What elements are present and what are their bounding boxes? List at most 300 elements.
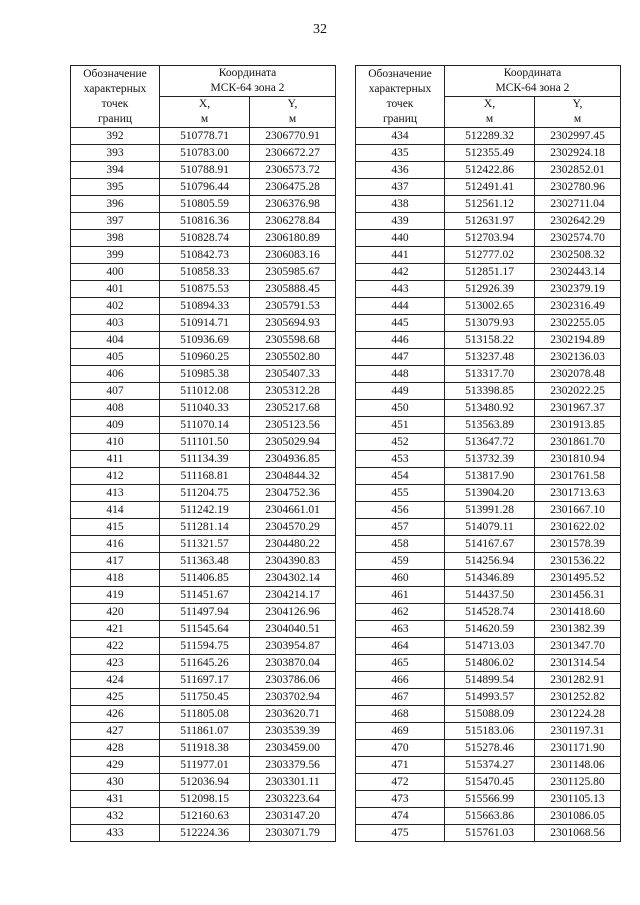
point-designation-header-line: границ <box>97 112 133 125</box>
table-row <box>71 587 336 604</box>
y-coordinate-cell: 2303071.79 <box>250 825 336 842</box>
x-coordinate-cell: 512422.86 <box>445 162 535 179</box>
table-row <box>356 587 621 604</box>
y-coordinate-cell: 2304126.96 <box>250 604 336 621</box>
point-number-cell: 409 <box>71 417 160 434</box>
table-row <box>71 417 336 434</box>
coordinate-system-header-line: МСК-64 зона 2 <box>210 82 285 94</box>
point-designation-header-line: точек <box>386 97 414 110</box>
y-coordinate-cell: 2304844.32 <box>250 468 336 485</box>
x-coordinate-cell: 511406.85 <box>160 570 250 587</box>
table-row <box>356 451 621 468</box>
y-column-header-line: м <box>573 113 582 125</box>
x-coordinate-cell: 514167.67 <box>445 536 535 553</box>
table-row <box>71 774 336 791</box>
y-coordinate-cell: 2301578.39 <box>535 536 621 553</box>
table-row <box>71 145 336 162</box>
y-coordinate-cell: 2306475.28 <box>250 179 336 196</box>
point-number-cell: 440 <box>356 230 445 247</box>
table-row <box>356 553 621 570</box>
point-designation-header-line: границ <box>382 112 418 125</box>
point-number-cell: 468 <box>356 706 445 723</box>
x-coordinate-cell: 510788.91 <box>160 162 250 179</box>
table-row <box>356 604 621 621</box>
x-coordinate-cell: 510816.36 <box>160 213 250 230</box>
y-coordinate-cell: 2305791.53 <box>250 298 336 315</box>
y-coordinate-cell: 2302443.14 <box>535 264 621 281</box>
y-coordinate-cell: 2301418.60 <box>535 604 621 621</box>
x-coordinate-cell: 513480.92 <box>445 400 535 417</box>
y-coordinate-cell: 2301713.63 <box>535 485 621 502</box>
point-number-cell: 406 <box>71 366 160 383</box>
table-row <box>356 400 621 417</box>
point-number-cell: 448 <box>356 366 445 383</box>
x-coordinate-cell: 510828.74 <box>160 230 250 247</box>
coordinate-system-header-line: МСК-64 зона 2 <box>495 82 570 94</box>
table-row <box>356 519 621 536</box>
point-number-cell: 418 <box>71 570 160 587</box>
y-coordinate-cell: 2303786.06 <box>250 672 336 689</box>
point-number-cell: 463 <box>356 621 445 638</box>
point-number-cell: 434 <box>356 128 445 145</box>
point-number-cell: 466 <box>356 672 445 689</box>
y-coordinate-cell: 2302642.29 <box>535 213 621 230</box>
table-row <box>71 315 336 332</box>
table-row <box>71 298 336 315</box>
x-coordinate-cell: 511363.48 <box>160 553 250 570</box>
table-row <box>71 808 336 825</box>
y-coordinate-cell: 2301761.58 <box>535 468 621 485</box>
point-number-cell: 464 <box>356 638 445 655</box>
x-column-header <box>160 97 250 128</box>
y-coordinate-cell: 2306083.16 <box>250 247 336 264</box>
table-row <box>71 638 336 655</box>
y-coordinate-cell: 2302255.05 <box>535 315 621 332</box>
y-coordinate-cell: 2303379.56 <box>250 757 336 774</box>
table-row <box>356 808 621 825</box>
y-coordinate-cell: 2302194.89 <box>535 332 621 349</box>
x-coordinate-cell: 511497.94 <box>160 604 250 621</box>
table-row <box>71 213 336 230</box>
y-coordinate-cell: 2301495.52 <box>535 570 621 587</box>
y-coordinate-cell: 2303459.00 <box>250 740 336 757</box>
x-coordinate-cell: 510796.44 <box>160 179 250 196</box>
table-row <box>356 825 621 842</box>
table-row <box>71 179 336 196</box>
point-number-cell: 458 <box>356 536 445 553</box>
y-coordinate-cell: 2302379.19 <box>535 281 621 298</box>
x-coordinate-cell: 511451.67 <box>160 587 250 604</box>
point-number-cell: 401 <box>71 281 160 298</box>
table-row <box>356 621 621 638</box>
y-coordinate-cell: 2305694.93 <box>250 315 336 332</box>
table-row <box>356 196 621 213</box>
y-coordinate-cell: 2302574.70 <box>535 230 621 247</box>
table-row <box>71 128 336 145</box>
x-column-header <box>445 97 535 128</box>
y-coordinate-cell: 2302316.49 <box>535 298 621 315</box>
x-coordinate-cell: 513904.20 <box>445 485 535 502</box>
table-row <box>71 485 336 502</box>
table-row <box>356 298 621 315</box>
point-number-cell: 470 <box>356 740 445 757</box>
point-designation-header <box>356 66 445 128</box>
coordinate-system-header-line: Координата <box>503 67 562 79</box>
point-number-cell: 438 <box>356 196 445 213</box>
point-number-cell: 408 <box>71 400 160 417</box>
x-coordinate-cell: 511697.17 <box>160 672 250 689</box>
point-number-cell: 437 <box>356 179 445 196</box>
table-row <box>71 247 336 264</box>
y-coordinate-cell: 2302780.96 <box>535 179 621 196</box>
point-number-cell: 396 <box>71 196 160 213</box>
y-coordinate-cell: 2303223.64 <box>250 791 336 808</box>
x-coordinate-cell: 515374.27 <box>445 757 535 774</box>
point-number-cell: 456 <box>356 502 445 519</box>
coordinates-table-left <box>70 65 336 842</box>
y-coordinate-cell: 2302136.03 <box>535 349 621 366</box>
y-coordinate-cell: 2306180.89 <box>250 230 336 247</box>
table-row <box>71 519 336 536</box>
y-coordinate-cell: 2304936.85 <box>250 451 336 468</box>
table-row <box>71 468 336 485</box>
point-number-cell: 395 <box>71 179 160 196</box>
x-coordinate-cell: 512224.36 <box>160 825 250 842</box>
point-number-cell: 412 <box>71 468 160 485</box>
table-row <box>71 196 336 213</box>
coordinate-system-header <box>445 66 621 97</box>
table-row <box>356 672 621 689</box>
y-coordinate-cell: 2301622.02 <box>535 519 621 536</box>
point-designation-header-line: точек <box>101 97 129 110</box>
table-row <box>71 672 336 689</box>
point-number-cell: 467 <box>356 689 445 706</box>
point-number-cell: 445 <box>356 315 445 332</box>
x-coordinate-cell: 512777.02 <box>445 247 535 264</box>
table-row <box>356 791 621 808</box>
point-number-cell: 443 <box>356 281 445 298</box>
y-column-header-line: м <box>288 113 297 125</box>
table-row <box>71 689 336 706</box>
x-coordinate-cell: 512561.12 <box>445 196 535 213</box>
table-row <box>356 655 621 672</box>
x-coordinate-cell: 511545.64 <box>160 621 250 638</box>
table-row <box>71 264 336 281</box>
y-coordinate-cell: 2303702.94 <box>250 689 336 706</box>
y-coordinate-cell: 2301382.39 <box>535 621 621 638</box>
x-coordinate-cell: 515183.06 <box>445 723 535 740</box>
y-coordinate-cell: 2305502.80 <box>250 349 336 366</box>
table-row <box>71 655 336 672</box>
y-coordinate-cell: 2302852.01 <box>535 162 621 179</box>
point-number-cell: 455 <box>356 485 445 502</box>
table-row <box>356 502 621 519</box>
x-coordinate-cell: 510842.73 <box>160 247 250 264</box>
x-coordinate-cell: 511168.81 <box>160 468 250 485</box>
x-coordinate-cell: 514993.57 <box>445 689 535 706</box>
x-coordinate-cell: 511134.39 <box>160 451 250 468</box>
y-coordinate-cell: 2306672.27 <box>250 145 336 162</box>
point-number-cell: 432 <box>71 808 160 825</box>
table-row <box>356 213 621 230</box>
x-column-header-line: м <box>200 113 209 125</box>
x-coordinate-cell: 513817.90 <box>445 468 535 485</box>
y-coordinate-cell: 2305312.28 <box>250 383 336 400</box>
y-coordinate-cell: 2304214.17 <box>250 587 336 604</box>
point-number-cell: 411 <box>71 451 160 468</box>
point-number-cell: 410 <box>71 434 160 451</box>
table-row <box>356 417 621 434</box>
x-coordinate-cell: 514079.11 <box>445 519 535 536</box>
point-number-cell: 423 <box>71 655 160 672</box>
y-coordinate-cell: 2304040.51 <box>250 621 336 638</box>
y-coordinate-cell: 2301861.70 <box>535 434 621 451</box>
point-number-cell: 398 <box>71 230 160 247</box>
y-coordinate-cell: 2301105.13 <box>535 791 621 808</box>
y-coordinate-cell: 2303301.11 <box>250 774 336 791</box>
table-row <box>356 162 621 179</box>
page-number: 32 <box>313 22 327 37</box>
y-coordinate-cell: 2305217.68 <box>250 400 336 417</box>
table-row <box>356 723 621 740</box>
y-coordinate-cell: 2302711.04 <box>535 196 621 213</box>
point-designation-header-line: характерных <box>83 82 147 95</box>
y-coordinate-cell: 2302508.32 <box>535 247 621 264</box>
y-coordinate-cell: 2306376.98 <box>250 196 336 213</box>
point-number-cell: 414 <box>71 502 160 519</box>
x-coordinate-cell: 510875.53 <box>160 281 250 298</box>
header-row <box>71 66 336 97</box>
x-coordinate-cell: 512926.39 <box>445 281 535 298</box>
y-column-header-line: Y, <box>572 98 583 110</box>
table-row <box>71 451 336 468</box>
table-row <box>356 740 621 757</box>
x-coordinate-cell: 514806.02 <box>445 655 535 672</box>
point-number-cell: 405 <box>71 349 160 366</box>
y-coordinate-cell: 2306573.72 <box>250 162 336 179</box>
point-number-cell: 429 <box>71 757 160 774</box>
x-coordinate-cell: 510783.00 <box>160 145 250 162</box>
y-coordinate-cell: 2305123.56 <box>250 417 336 434</box>
point-number-cell: 462 <box>356 604 445 621</box>
point-number-cell: 419 <box>71 587 160 604</box>
y-coordinate-cell: 2306770.91 <box>250 128 336 145</box>
x-coordinate-cell: 510914.71 <box>160 315 250 332</box>
point-number-cell: 450 <box>356 400 445 417</box>
point-number-cell: 417 <box>71 553 160 570</box>
y-coordinate-cell: 2305598.68 <box>250 332 336 349</box>
x-coordinate-cell: 510985.38 <box>160 366 250 383</box>
y-coordinate-cell: 2301282.91 <box>535 672 621 689</box>
x-coordinate-cell: 515278.46 <box>445 740 535 757</box>
x-coordinate-cell: 514620.59 <box>445 621 535 638</box>
x-coordinate-cell: 513647.72 <box>445 434 535 451</box>
table-row <box>71 230 336 247</box>
x-column-header-line: м <box>485 113 494 125</box>
point-number-cell: 453 <box>356 451 445 468</box>
y-coordinate-cell: 2301967.37 <box>535 400 621 417</box>
point-number-cell: 436 <box>356 162 445 179</box>
x-coordinate-cell: 513237.48 <box>445 349 535 366</box>
table-row <box>356 145 621 162</box>
x-coordinate-cell: 512289.32 <box>445 128 535 145</box>
x-coordinate-cell: 510858.33 <box>160 264 250 281</box>
table-row <box>71 383 336 400</box>
x-coordinate-cell: 511070.14 <box>160 417 250 434</box>
y-coordinate-cell: 2305888.45 <box>250 281 336 298</box>
table-row <box>356 434 621 451</box>
x-coordinate-cell: 511645.26 <box>160 655 250 672</box>
point-number-cell: 459 <box>356 553 445 570</box>
y-coordinate-cell: 2305407.33 <box>250 366 336 383</box>
x-coordinate-cell: 511040.33 <box>160 400 250 417</box>
y-coordinate-cell: 2301197.31 <box>535 723 621 740</box>
point-number-cell: 452 <box>356 434 445 451</box>
x-coordinate-cell: 512491.41 <box>445 179 535 196</box>
point-number-cell: 444 <box>356 298 445 315</box>
table-row <box>71 553 336 570</box>
point-designation-header-line: Обозначение <box>83 67 147 80</box>
point-number-cell: 399 <box>71 247 160 264</box>
y-coordinate-cell: 2305029.94 <box>250 434 336 451</box>
x-coordinate-cell: 512036.94 <box>160 774 250 791</box>
y-coordinate-cell: 2304302.14 <box>250 570 336 587</box>
coordinate-system-header-line: Координата <box>218 67 277 79</box>
x-coordinate-cell: 515663.86 <box>445 808 535 825</box>
y-coordinate-cell: 2304752.36 <box>250 485 336 502</box>
point-number-cell: 426 <box>71 706 160 723</box>
x-coordinate-cell: 515088.09 <box>445 706 535 723</box>
point-number-cell: 447 <box>356 349 445 366</box>
point-designation-header-line: Обозначение <box>368 67 432 80</box>
table-row <box>356 774 621 791</box>
y-coordinate-cell: 2301314.54 <box>535 655 621 672</box>
point-number-cell: 457 <box>356 519 445 536</box>
point-number-cell: 421 <box>71 621 160 638</box>
x-coordinate-cell: 510894.33 <box>160 298 250 315</box>
x-coordinate-cell: 511805.08 <box>160 706 250 723</box>
x-column-header-line: X, <box>483 98 496 110</box>
y-coordinate-cell: 2301913.85 <box>535 417 621 434</box>
x-coordinate-cell: 514528.74 <box>445 604 535 621</box>
y-coordinate-cell: 2301068.56 <box>535 825 621 842</box>
table-row <box>71 281 336 298</box>
point-number-cell: 393 <box>71 145 160 162</box>
y-coordinate-cell: 2301125.80 <box>535 774 621 791</box>
y-column-header <box>250 97 336 128</box>
point-number-cell: 435 <box>356 145 445 162</box>
y-coordinate-cell: 2301148.06 <box>535 757 621 774</box>
x-coordinate-cell: 511861.07 <box>160 723 250 740</box>
y-coordinate-cell: 2303620.71 <box>250 706 336 723</box>
table-row <box>356 128 621 145</box>
table-row <box>356 689 621 706</box>
table-row <box>71 791 336 808</box>
x-coordinate-cell: 512851.17 <box>445 264 535 281</box>
x-coordinate-cell: 512631.97 <box>445 213 535 230</box>
x-coordinate-cell: 513079.93 <box>445 315 535 332</box>
y-coordinate-cell: 2301252.82 <box>535 689 621 706</box>
table-row <box>356 638 621 655</box>
table-row <box>356 366 621 383</box>
table-row <box>71 740 336 757</box>
table-row <box>71 757 336 774</box>
x-coordinate-cell: 513563.89 <box>445 417 535 434</box>
point-number-cell: 392 <box>71 128 160 145</box>
point-number-cell: 474 <box>356 808 445 825</box>
point-number-cell: 460 <box>356 570 445 587</box>
point-number-cell: 424 <box>71 672 160 689</box>
table-row <box>356 468 621 485</box>
point-number-cell: 471 <box>356 757 445 774</box>
point-number-cell: 441 <box>356 247 445 264</box>
y-coordinate-cell: 2304661.01 <box>250 502 336 519</box>
x-coordinate-cell: 514346.89 <box>445 570 535 587</box>
x-coordinate-cell: 512703.94 <box>445 230 535 247</box>
point-number-cell: 428 <box>71 740 160 757</box>
table-row <box>71 434 336 451</box>
y-coordinate-cell: 2304390.83 <box>250 553 336 570</box>
y-coordinate-cell: 2301810.94 <box>535 451 621 468</box>
table-row <box>71 332 336 349</box>
x-coordinate-cell: 513002.65 <box>445 298 535 315</box>
table-row <box>356 349 621 366</box>
point-number-cell: 454 <box>356 468 445 485</box>
x-coordinate-cell: 511750.45 <box>160 689 250 706</box>
point-number-cell: 442 <box>356 264 445 281</box>
x-coordinate-cell: 511321.57 <box>160 536 250 553</box>
table-row <box>71 570 336 587</box>
y-column-header-line: Y, <box>287 98 298 110</box>
point-number-cell: 465 <box>356 655 445 672</box>
table-row <box>356 757 621 774</box>
point-number-cell: 400 <box>71 264 160 281</box>
table-row <box>356 332 621 349</box>
x-coordinate-cell: 513991.28 <box>445 502 535 519</box>
table-row <box>71 536 336 553</box>
x-coordinate-cell: 511242.19 <box>160 502 250 519</box>
point-number-cell: 451 <box>356 417 445 434</box>
x-coordinate-cell: 510960.25 <box>160 349 250 366</box>
point-number-cell: 439 <box>356 213 445 230</box>
x-coordinate-cell: 512355.49 <box>445 145 535 162</box>
x-coordinate-cell: 511101.50 <box>160 434 250 451</box>
table-row <box>356 570 621 587</box>
y-coordinate-cell: 2302022.25 <box>535 383 621 400</box>
table-row <box>356 485 621 502</box>
y-column-header <box>535 97 621 128</box>
x-coordinate-cell: 511012.08 <box>160 383 250 400</box>
x-coordinate-cell: 513317.70 <box>445 366 535 383</box>
y-coordinate-cell: 2304480.22 <box>250 536 336 553</box>
y-coordinate-cell: 2302924.18 <box>535 145 621 162</box>
x-coordinate-cell: 511594.75 <box>160 638 250 655</box>
y-coordinate-cell: 2301536.22 <box>535 553 621 570</box>
table-row <box>71 366 336 383</box>
table-row <box>71 502 336 519</box>
y-coordinate-cell: 2303870.04 <box>250 655 336 672</box>
x-coordinate-cell: 515470.45 <box>445 774 535 791</box>
table-row <box>356 247 621 264</box>
y-coordinate-cell: 2301086.05 <box>535 808 621 825</box>
y-coordinate-cell: 2301456.31 <box>535 587 621 604</box>
x-coordinate-cell: 515566.99 <box>445 791 535 808</box>
point-number-cell: 449 <box>356 383 445 400</box>
table-row <box>356 281 621 298</box>
table-row <box>356 706 621 723</box>
table-row <box>71 825 336 842</box>
point-number-cell: 420 <box>71 604 160 621</box>
